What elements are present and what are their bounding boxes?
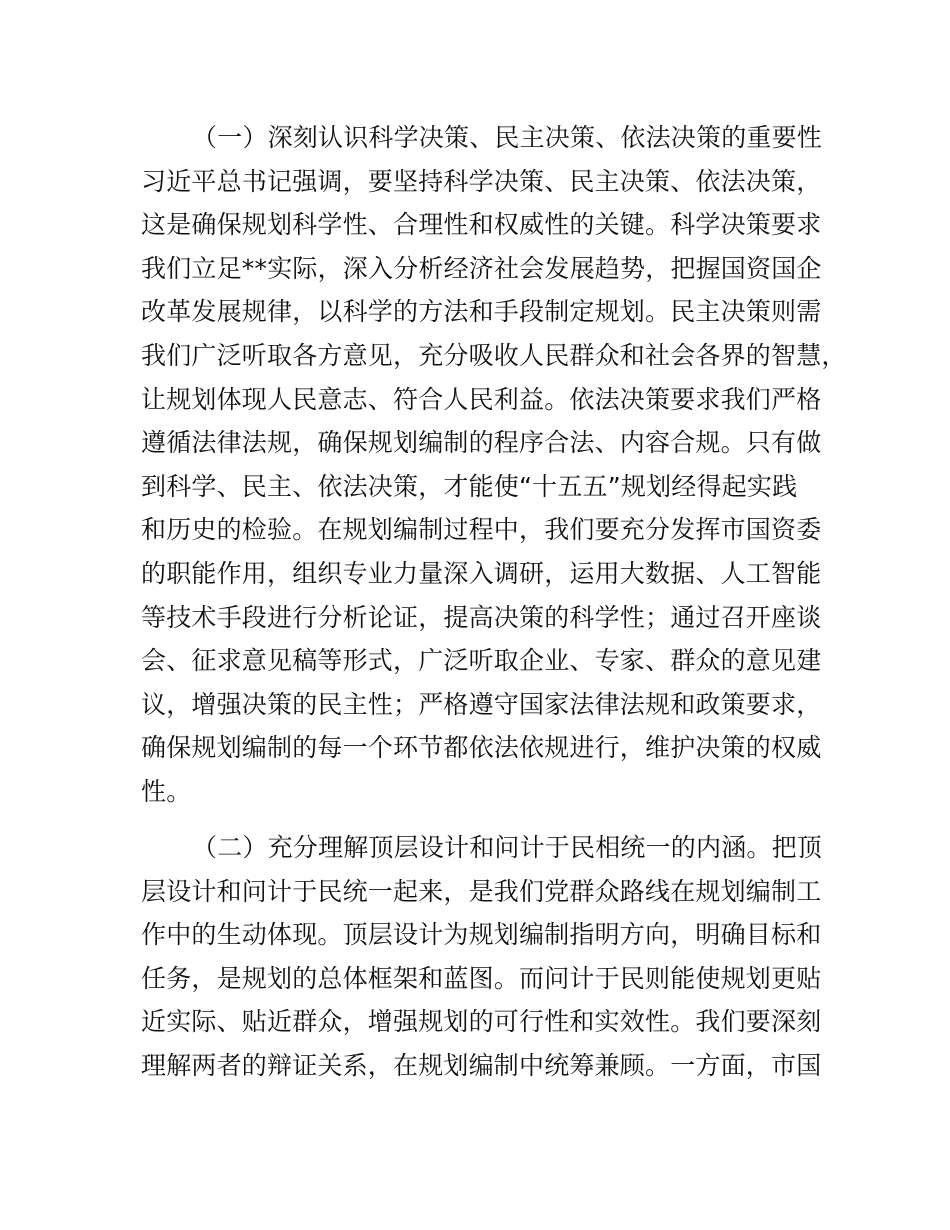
paragraph-line: 我们广泛听取各方意见，充分吸收人民群众和社会各界的智慧， bbox=[141, 340, 847, 370]
paragraph-line: 这是确保规划科学性、合理性和权威性的关键。科学决策要求 bbox=[141, 210, 822, 240]
paragraph-line: （二）充分理解顶层设计和问计于民相统一的内涵。把顶 bbox=[192, 833, 823, 862]
paragraph-line: 议，增强决策的民主性；严格遵守国家法律法规和政策要求， bbox=[141, 689, 822, 719]
paragraph-line: 会、征求意见稿等形式，广泛听取企业、专家、群众的意见建 bbox=[141, 646, 822, 676]
paragraph-line: 改革发展规律，以科学的方法和手段制定规划。民主决策则需 bbox=[141, 297, 822, 327]
paragraph-top-level-design bbox=[141, 826, 831, 1088]
paragraph-line: 让规划体现人民意志、符合人民利益。依法决策要求我们严格 bbox=[141, 384, 822, 414]
paragraph-line: 等技术手段进行分析论证，提高决策的科学性；通过召开座谈 bbox=[141, 602, 822, 632]
paragraph-line: 层设计和问计于民统一起来，是我们党群众路线在规划编制工 bbox=[141, 876, 822, 906]
paragraph-decision-making bbox=[141, 116, 847, 814]
paragraph-line: 的职能作用，组织专业力量深入调研，运用大数据、人工智能 bbox=[141, 558, 822, 588]
paragraph-line: 遵循法律法规，确保规划编制的程序合法、内容合规。只有做 bbox=[141, 428, 822, 458]
paragraph-line: （一）深刻认识科学决策、民主决策、依法决策的重要性 bbox=[192, 123, 823, 152]
paragraph-line: 作中的生动体现。顶层设计为规划编制指明方向，明确目标和 bbox=[141, 920, 822, 950]
paragraph-line: 和历史的检验。在规划编制过程中，我们要充分发挥市国资委 bbox=[141, 515, 822, 545]
paragraph-line: 习近平总书记强调，要坚持科学决策、民主决策、依法决策， bbox=[141, 166, 822, 196]
paragraph-line: 到科学、民主、依法决策，才能使“十五五”规划经得起实践 bbox=[141, 471, 798, 501]
paragraph-line: 近实际、贴近群众，增强规划的可行性和实效性。我们要深刻 bbox=[141, 1007, 822, 1037]
paragraph-line: 性。 bbox=[141, 776, 192, 806]
paragraph-line: 确保规划编制的每一个环节都依法依规进行，维护决策的权威 bbox=[141, 733, 822, 763]
paragraph-line: 任务，是规划的总体框架和蓝图。而问计于民则能使规划更贴 bbox=[141, 963, 822, 993]
paragraph-line: 我们立足**实际，深入分析经济社会发展趋势，把握国资国企 bbox=[141, 253, 822, 283]
paragraph-line: 理解两者的辩证关系，在规划编制中统筹兼顾。一方面，市国 bbox=[141, 1050, 822, 1080]
